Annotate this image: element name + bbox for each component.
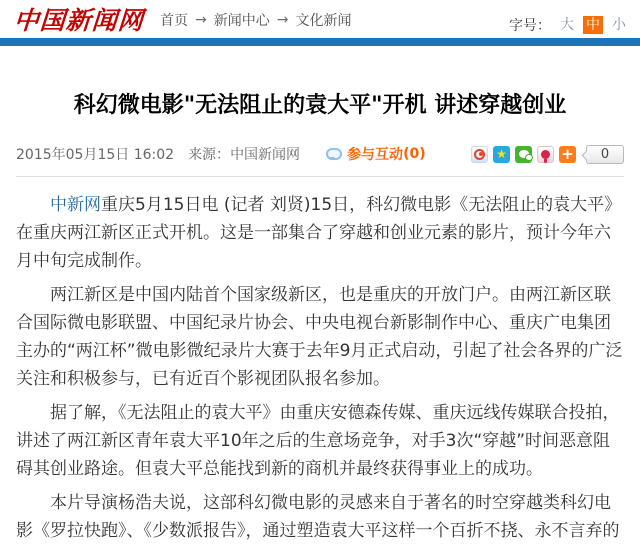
breadcrumb-arrow-icon: → (195, 12, 207, 28)
interact-link[interactable] (326, 144, 426, 164)
agency-link[interactable]: 中新网 (50, 195, 101, 215)
paragraph-1 (16, 191, 624, 275)
share-more-icon[interactable]: + (559, 146, 576, 163)
comment-bubble-icon (326, 148, 342, 160)
article (0, 92, 640, 545)
breadcrumb-culture-news[interactable]: 文化新闻 (295, 13, 352, 29)
wechat-share-icon[interactable] (515, 146, 532, 163)
share-bar (471, 145, 624, 164)
article-meta (16, 144, 624, 164)
page-title: 科幻微电影"无法阻止的袁大平"开机 讲述穿越创业 (73, 93, 567, 118)
interact-count: (0) (403, 146, 426, 162)
sina-weibo-share-icon[interactable] (471, 146, 488, 163)
breadcrumb-news-center[interactable]: 新闻中心 (213, 13, 270, 29)
paragraph-2: 两江新区是中国内陆首个国家级新区，也是重庆的开放门户。由两江新区联合国际微电影联盟、中国纪录片协会、中央电视台新影制作中心、重庆广电集团主办的“两江杯”微电影微纪录片大赛于去年9月正式启动，引起了社会各界的广泛关注和积极参与，已有近百个影视团队报名参加。 (16, 285, 623, 389)
font-size-control (509, 15, 626, 35)
accent-bar (0, 38, 640, 46)
wechat-bubble-icon (519, 150, 529, 158)
share-count-badge[interactable]: 0 (586, 145, 624, 164)
font-size-label: 字号： (509, 18, 551, 34)
paragraph-4: 本片导演杨浩夫说，这部科幻微电影的灵感来自于著名的时空穿越类科幻电影《罗拉快跑》、《少数派报告》，通过塑造袁大平这样一个百折不挠、永不言弃的 (16, 493, 620, 541)
source-label: 来源： (188, 147, 231, 163)
site-logo[interactable]: 中国新闻网 (12, 6, 145, 35)
site-header (0, 0, 640, 38)
breadcrumb (160, 10, 351, 30)
people-weibo-share-icon[interactable] (537, 146, 554, 163)
breadcrumb-home[interactable]: 首页 (160, 13, 189, 29)
source-name: 中国新闻网 (230, 147, 301, 163)
people-weibo-balloon-icon (541, 150, 550, 159)
weibo-eye-icon (474, 149, 485, 160)
font-size-medium-button[interactable]: 中 (583, 16, 603, 34)
source (188, 144, 300, 164)
meta-divider (16, 176, 624, 177)
article-body (16, 191, 624, 545)
font-size-large-button[interactable]: 大 (560, 17, 574, 33)
publish-datetime: 2015年05月15日 16:02 (16, 147, 175, 163)
breadcrumb-arrow-icon: → (276, 12, 289, 28)
font-size-small-button[interactable]: 小 (612, 17, 626, 33)
paragraph-1-text: 重庆5月15日电 (记者 刘贤)15日，科幻微电影《无法阻止的袁大平》在重庆两江新区正式开机。这是一部集合了穿越和创业元素的影片，预计今年六月中旬完成制作。 (16, 195, 622, 271)
paragraph-3: 据了解，《无法阻止的袁大平》由重庆安德森传媒、重庆远线传媒联合投拍，讲述了两江新区青年袁大平10年之后的生意场竞争，对手3次“穿越”时间恶意阻碍其创业路途。但袁大平总能找到新的商机并最终获得事业上的成功。 (16, 403, 620, 479)
qzone-share-icon[interactable]: ★ (493, 146, 510, 163)
interact-label: 参与互动 (347, 147, 404, 163)
